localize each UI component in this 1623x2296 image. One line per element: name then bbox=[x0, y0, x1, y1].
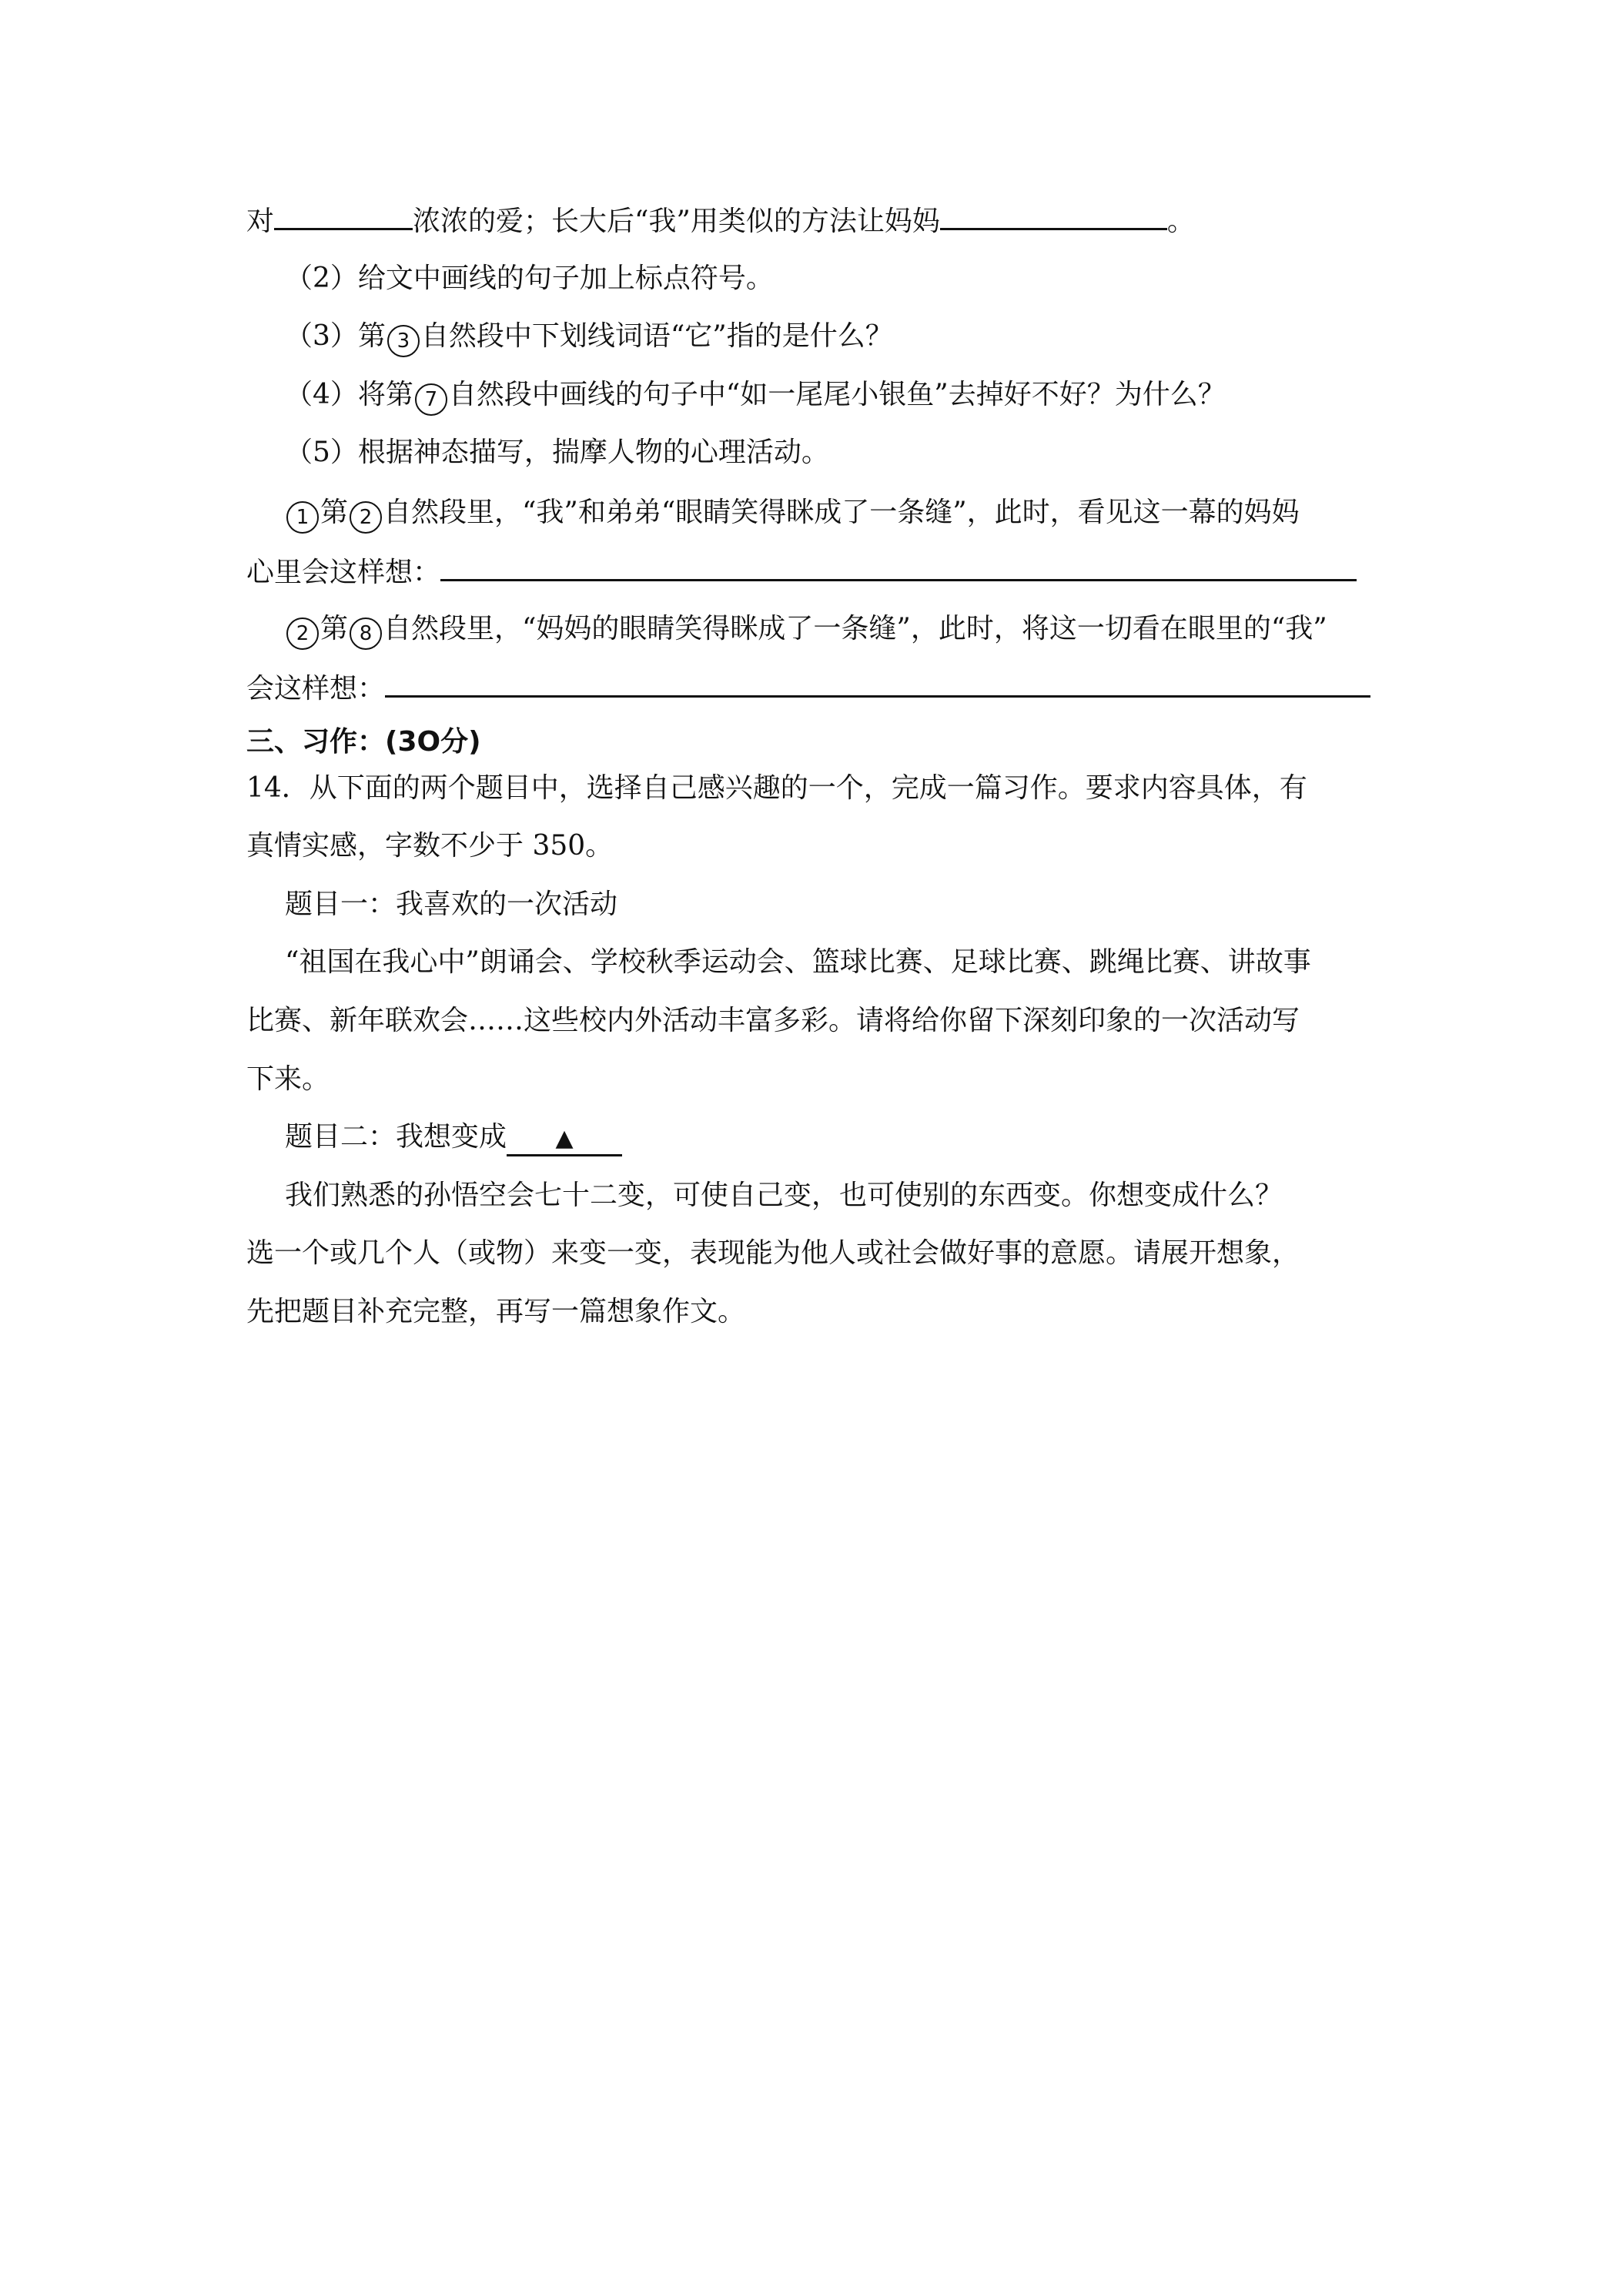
circled-number-1: 1 bbox=[286, 501, 319, 534]
answer-blank-2[interactable] bbox=[940, 202, 1167, 230]
topic2-title-text: 题目二：我想变成 bbox=[285, 1121, 507, 1153]
q13-line1 bbox=[246, 202, 1392, 240]
circled-number-2b: 2 bbox=[286, 618, 319, 650]
text-love: 浓浓的爱；长大后“我”用类似的方法让妈妈 bbox=[413, 206, 940, 237]
topic1-title: 题目一：我喜欢的一次活动 bbox=[285, 889, 618, 920]
q13-s2-line1 bbox=[285, 611, 1392, 650]
q13-s1-line1 bbox=[285, 494, 1392, 534]
s2-think-label: 会这样想： bbox=[246, 673, 386, 705]
q14-line2: 真情实感，字数不少于 350。 bbox=[246, 830, 614, 862]
topic1-para-line1: “祖国在我心中”朗诵会、学校秋季运动会、篮球比赛、足球比赛、跳绳比赛、讲故事 bbox=[285, 946, 1311, 978]
section3-heading: 三、习作：(3O分) bbox=[246, 726, 481, 758]
q13-sub3 bbox=[285, 318, 1392, 357]
q14-line1: 14．从下面的两个题目中，选择自己感兴趣的一个，完成一篇习作。要求内容具体，有 bbox=[246, 772, 1307, 804]
topic2-para-line3: 先把题目补充完整，再写一篇想象作文。 bbox=[246, 1296, 746, 1327]
s2-prefix: 第 bbox=[320, 613, 349, 644]
q3-prefix: （3）第 bbox=[285, 320, 386, 352]
text-period: 。 bbox=[1166, 206, 1195, 237]
answer-blank-1[interactable] bbox=[274, 202, 413, 230]
answer-blank-my-thought[interactable] bbox=[385, 669, 1370, 698]
q13-sub5: （5）根据神态描写，揣摩人物的心理活动。 bbox=[285, 437, 829, 468]
s1-prefix: 第 bbox=[320, 497, 349, 528]
circled-number-8: 8 bbox=[350, 618, 382, 650]
q13-s1-line2 bbox=[246, 553, 1392, 591]
q13-sub4 bbox=[285, 377, 1392, 416]
circled-number-3: 3 bbox=[387, 325, 420, 357]
topic2-para-line2: 选一个或几个人（或物）来变一变，表现能为他人或社会做好事的意愿。请展开想象， bbox=[246, 1237, 1300, 1269]
topic2-title bbox=[285, 1119, 1392, 1156]
q13-sub2: （2）给文中画线的句子加上标点符号。 bbox=[285, 263, 774, 294]
q4-text: 自然段中画线的句子中“如一尾尾小银鱼”去掉好不好？为什么？ bbox=[448, 379, 1226, 410]
s1-text: 自然段里，“我”和弟弟“眼睛笑得眯成了一条缝”，此时，看见这一幕的妈妈 bbox=[383, 497, 1300, 528]
q13-s2-line2 bbox=[246, 669, 1392, 708]
topic1-para-line2: 比赛、新年联欢会……这些校内外活动丰富多彩。请将给你留下深刻印象的一次活动写 bbox=[246, 1005, 1300, 1036]
topic2-para-line1: 我们熟悉的孙悟空会七十二变，可使自己变，也可使别的东西变。你想变成什么？ bbox=[285, 1180, 1283, 1211]
circled-number-2: 2 bbox=[350, 501, 382, 534]
q4-prefix: （4）将第 bbox=[285, 379, 413, 410]
q3-text: 自然段中下划线词语“它”指的是什么？ bbox=[420, 320, 893, 352]
answer-blank-mom-thought[interactable] bbox=[440, 553, 1357, 581]
triangle-blank[interactable]: ▲ bbox=[507, 1123, 622, 1156]
s1-think-label: 心里会这样想： bbox=[246, 557, 441, 588]
circled-number-7: 7 bbox=[415, 383, 447, 416]
s2-text: 自然段里，“妈妈的眼睛笑得眯成了一条缝”，此时，将这一切看在眼里的“我” bbox=[383, 613, 1327, 644]
topic1-para-line3: 下来。 bbox=[246, 1063, 330, 1095]
text-dui: 对 bbox=[246, 206, 275, 237]
